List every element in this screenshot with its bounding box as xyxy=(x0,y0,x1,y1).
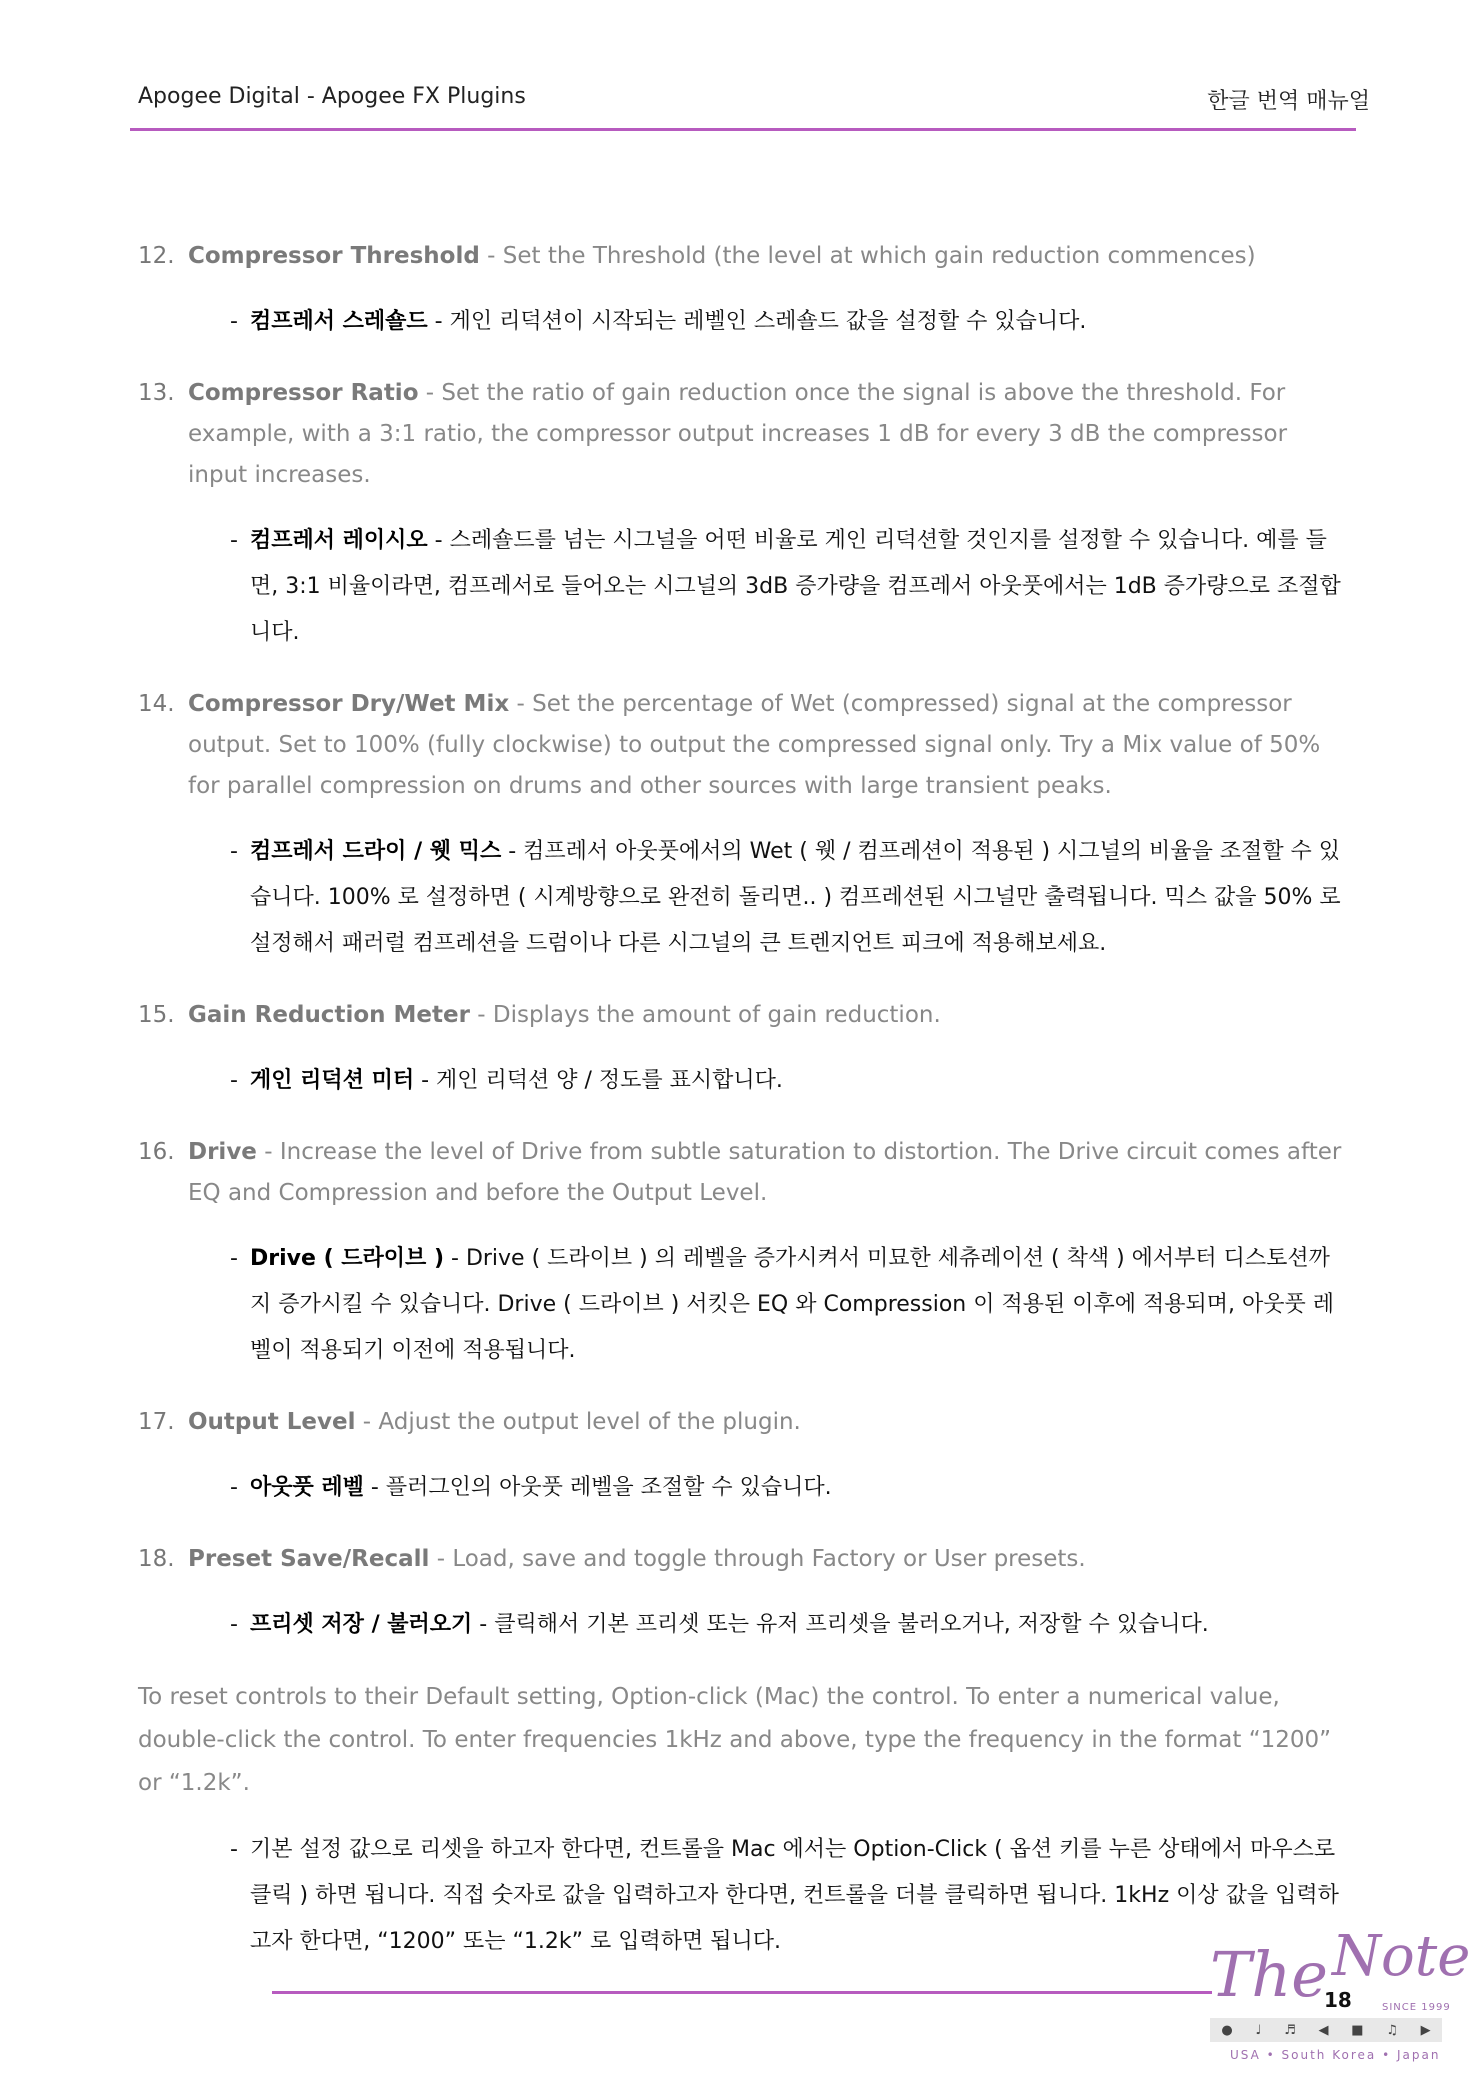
reset-note-korean-text: 기본 설정 값으로 리셋을 하고자 한다면, 컨트롤을 Mac 에서는 Option-Click ( 옵션 키를 누른 상태에서 마우스로 클릭 ) 하면 됩니다. 직접 숫자로 값을 입력하고자 한다면, 컨트롤을 더블 클릭하면 됩니다. 1kHz 이상 값을 입력하고자 한다면, “1200” 또는 “1.2k” 로 입력하면 됩니다. xyxy=(250,1837,1339,1954)
item-number: 17. xyxy=(138,1409,175,1435)
description-english: - Load, save and toggle through Factory or User presets. xyxy=(429,1546,1086,1572)
korean-description: - 컴프레서 드라이 / 웻 믹스 - 컴프레서 아웃풋에서의 Wet ( 웻 / 컴프레션이 적용된 ) 시그널의 비율을 조절할 수 있습니다. 100% 로 설정하면 ( 시계방향으로 완전히 돌리면.. ) 컴프레션된 시그널만 출력됩니다. 믹스 값을 50% 로 설정해서 패러럴 컴프레션을 드럼이나 다른 시그널의 큰 트렌지언트 피크에 적용해보세요. xyxy=(230,839,1341,956)
english-description xyxy=(138,995,1348,1036)
description-english: - Set the Threshold (the level at which gain reduction commences) xyxy=(479,243,1256,269)
record-icon: ● xyxy=(1221,2022,1233,2038)
logo-tagline: USA • South Korea • Japan xyxy=(1230,2048,1441,2062)
korean-description: - 아웃풋 레벨 - 플러그인의 아웃풋 레벨을 조절할 수 있습니다. xyxy=(230,1475,832,1500)
list-item-14 xyxy=(138,684,1348,967)
list-item-12 xyxy=(138,236,1348,345)
the-note-logo xyxy=(1204,1920,1471,2070)
document-body xyxy=(138,236,1348,1993)
korean-description: - 컴프레서 레이시오 - 스레숄드를 넘는 시그널을 어떤 비율로 게인 리덕션할 것인지를 설정할 수 있습니다. 예를 들면, 3:1 비율이라면, 컴프레서로 들어오는 시그널의 3dB 증가량을 컴프레서 아웃풋에서는 1dB 증가량으로 조절합니다. xyxy=(230,528,1341,645)
reset-note-korean: - 기본 설정 값으로 리셋을 하고자 한다면, 컨트롤을 Mac 에서는 Option-Click ( 옵션 키를 누른 상태에서 마우스로 클릭 ) 하면 됩니다. 직접 숫자로 값을 입력하고자 한다면, 컨트롤을 더블 클릭하면 됩니다. 1kHz 이상 값을 입력하고자 한다면, “1200” 또는 “1.2k” 로 입력하면 됩니다. xyxy=(230,1827,1348,1965)
list-item-15 xyxy=(138,995,1348,1104)
term-english: Output Level xyxy=(188,1409,356,1435)
term-english: Compressor Dry/Wet Mix xyxy=(188,691,510,717)
english-description xyxy=(138,1402,1348,1443)
term-english: Preset Save/Recall xyxy=(188,1546,430,1572)
logo-icon-strip xyxy=(1210,2018,1442,2042)
description-korean: - 컴프레서 아웃풋에서의 Wet ( 웻 / 컴프레션이 적용된 ) 시그널의 비율을 조절할 수 있습니다. 100% 로 설정하면 ( 시계방향으로 완전히 돌리면.. ) 컴프레션된 시그널만 출력됩니다. 믹스 값을 50% 로 설정해서 패러럴 컴프레션을 드럼이나 다른 시그널의 큰 트렌지언트 피크에 적용해보세요. xyxy=(250,839,1341,956)
page-number: 18 xyxy=(1324,1988,1352,2012)
page-header xyxy=(138,84,1370,122)
list-item-16 xyxy=(138,1132,1348,1374)
english-description xyxy=(138,1132,1348,1214)
description-korean: - 플러그인의 아웃풋 레벨을 조절할 수 있습니다. xyxy=(363,1475,832,1500)
term-korean: Drive ( 드라이브 ) xyxy=(250,1246,445,1271)
english-description xyxy=(138,236,1348,277)
description-english: - Set the percentage of Wet (compressed) signal at the compressor output. Set to 100% (fully clockwise) to output the compressed signal only. Try a Mix value of 50% for parallel compression on drums and other sources with large transient peaks. xyxy=(188,691,1321,799)
item-number: 16. xyxy=(138,1139,175,1165)
korean-description: - 컴프레서 스레숄드 - 게인 리덕션이 시작되는 레벨인 스레숄드 값을 설정할 수 있습니다. xyxy=(230,309,1087,334)
term-korean: 아웃풋 레벨 xyxy=(250,1475,364,1500)
item-number: 18. xyxy=(138,1546,175,1572)
play-icon: ▶ xyxy=(1420,2022,1431,2038)
description-english: - Adjust the output level of the plugin. xyxy=(355,1409,801,1435)
header-divider xyxy=(130,128,1356,131)
music-icon: ♫ xyxy=(1386,2022,1398,2038)
term-korean: 게인 리덕션 미터 xyxy=(250,1068,415,1093)
list-item-17 xyxy=(138,1402,1348,1511)
item-number: 14. xyxy=(138,691,175,717)
note-icon: ♩ xyxy=(1255,2022,1262,2038)
logo-the-text: The xyxy=(1210,1938,1328,2011)
description-korean: - 게인 리덕션 양 / 정도를 표시합니다. xyxy=(414,1068,783,1093)
korean-description: - 프리셋 저장 / 불러오기 - 클릭해서 기본 프리셋 또는 유저 프리셋을 불러오거나, 저장할 수 있습니다. xyxy=(230,1612,1209,1637)
korean-description: - Drive ( 드라이브 ) - Drive ( 드라이브 ) 의 레벨을 증가시켜서 미묘한 세츄레이션 ( 착색 ) 에서부터 디스토션까지 증가시킬 수 있습니다. Drive ( 드라이브 ) 서킷은 EQ 와 Compression 이 적용된 이후에 적용되며, 아웃풋 레벨이 적용되기 이전에 적용됩니다. xyxy=(230,1246,1334,1363)
list-item-13 xyxy=(138,373,1348,656)
term-english: Compressor Ratio xyxy=(188,380,419,406)
footer-divider xyxy=(272,1991,1212,1994)
term-english: Compressor Threshold xyxy=(188,243,480,269)
term-korean: 컴프레서 드라이 / 웻 믹스 xyxy=(250,839,502,864)
english-description xyxy=(138,373,1348,496)
item-number: 13. xyxy=(138,380,175,406)
description-korean: - 게인 리덕션이 시작되는 레벨인 스레숄드 값을 설정할 수 있습니다. xyxy=(427,309,1087,334)
stop-icon: ■ xyxy=(1351,2022,1364,2038)
term-english: Gain Reduction Meter xyxy=(188,1002,470,1028)
korean-description: - 게인 리덕션 미터 - 게인 리덕션 양 / 정도를 표시합니다. xyxy=(230,1068,783,1093)
description-english: - Increase the level of Drive from subtle saturation to distortion. The Drive circuit comes after EQ and Compression and before the Output Level. xyxy=(188,1139,1342,1206)
english-description xyxy=(138,1539,1348,1580)
term-korean: 컴프레서 레이시오 xyxy=(250,528,428,553)
reset-note-english: To reset controls to their Default setting, Option-click (Mac) the control. To enter a numerical value, double-click the control. To enter frequencies 1kHz and above, type the frequency in the format “1200” or “1.2k”. xyxy=(138,1684,1332,1796)
term-korean: 프리셋 저장 / 불러오기 xyxy=(250,1612,473,1637)
english-description xyxy=(138,684,1348,807)
description-korean: - 클릭해서 기본 프리셋 또는 유저 프리셋을 불러오거나, 저장할 수 있습니다. xyxy=(472,1612,1209,1637)
term-english: Drive xyxy=(188,1139,257,1165)
item-number: 12. xyxy=(138,243,175,269)
logo-note-text: Note xyxy=(1332,1924,1471,1989)
list-item-18 xyxy=(138,1539,1348,1648)
description-english: - Displays the amount of gain reduction. xyxy=(469,1002,941,1028)
header-title: Apogee Digital - Apogee FX Plugins xyxy=(138,84,526,109)
description-english: - Set the ratio of gain reduction once the signal is above the threshold. For example, with a 3:1 ratio, the compressor output increases 1 dB for every 3 dB the compressor input increases. xyxy=(188,380,1288,488)
rewind-icon: ◀ xyxy=(1318,2022,1329,2038)
notes-icon: ♬ xyxy=(1284,2022,1296,2038)
term-korean: 컴프레서 스레숄드 xyxy=(250,309,428,334)
description-korean: - Drive ( 드라이브 ) 의 레벨을 증가시켜서 미묘한 세츄레이션 ( 착색 ) 에서부터 디스토션까지 증가시킬 수 있습니다. Drive ( 드라이브 ) 서킷은 EQ 와 Compression 이 적용된 이후에 적용되며, 아웃풋 레벨이 적용되기 이전에 적용됩니다. xyxy=(250,1246,1334,1363)
description-korean: - 스레숄드를 넘는 시그널을 어떤 비율로 게인 리덕션할 것인지를 설정할 수 있습니다. 예를 들면, 3:1 비율이라면, 컴프레서로 들어오는 시그널의 3dB 증가량을 컴프레서 아웃풋에서는 1dB 증가량으로 조절합니다. xyxy=(250,528,1341,645)
logo-since: SINCE 1999 xyxy=(1382,2002,1451,2013)
header-subtitle: 한글 번역 매뉴얼 xyxy=(1207,89,1370,114)
item-number: 15. xyxy=(138,1002,175,1028)
